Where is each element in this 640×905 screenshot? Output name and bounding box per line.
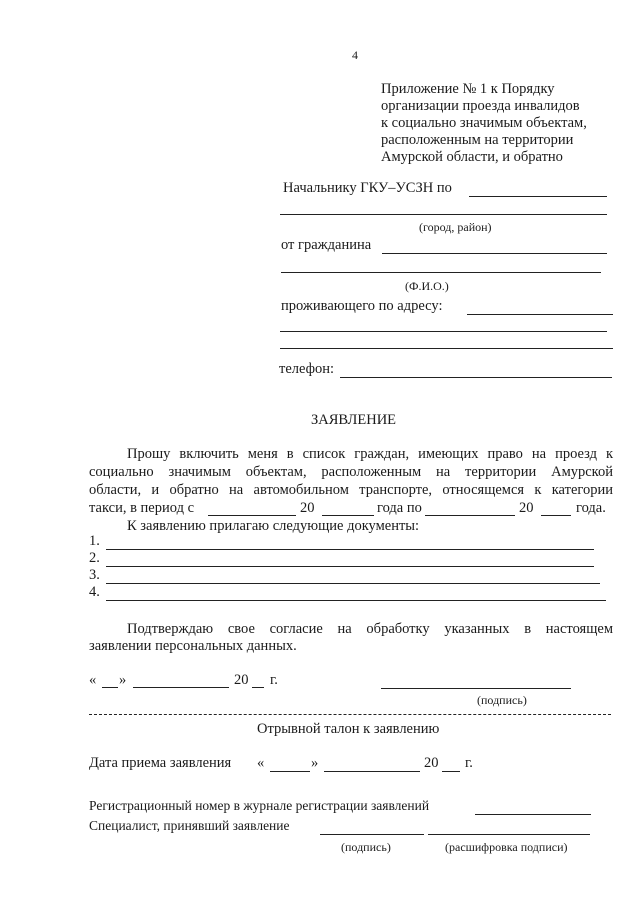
period-to-day-field[interactable] [425, 515, 515, 516]
date-year-field[interactable] [252, 687, 264, 688]
receipt-year-suffix: г. [465, 755, 473, 771]
period-from-day-field[interactable] [208, 515, 296, 516]
to-head-label: Начальнику ГКУ–УСЗН по [283, 180, 452, 196]
appendix-line-1: Приложение № 1 к Порядку [381, 81, 555, 97]
head-field[interactable] [469, 196, 607, 197]
address-field-2[interactable] [280, 331, 607, 332]
doc-field-2[interactable] [106, 566, 594, 567]
registration-number-field[interactable] [475, 814, 591, 815]
specialist-decoding-hint: (расшифровка подписи) [445, 840, 568, 854]
date-day-field[interactable] [102, 687, 118, 688]
doc-number-3: 3. [89, 567, 100, 583]
date-month-field[interactable] [133, 687, 229, 688]
receipt-close-quote: » [311, 755, 319, 771]
body-line-2: социально значимым объектам, расположенным на территории Амурской [89, 464, 613, 480]
specialist-signature-field[interactable] [320, 834, 424, 835]
date-year-prefix: 20 [234, 672, 249, 688]
period-to-year-field[interactable] [541, 515, 571, 516]
receipt-date-label: Дата приема заявления [89, 755, 232, 771]
from-citizen-label: от гражданина [281, 237, 372, 253]
receipt-day-field[interactable] [270, 771, 310, 772]
body-line-3: области, и обратно на автомобильном транспорте, относящемся к категории [89, 482, 613, 498]
phone-label: телефон: [279, 361, 335, 377]
head-field-2[interactable] [280, 214, 607, 215]
documents-intro: К заявлению прилагаю следующие документы: [127, 518, 420, 534]
doc-number-4: 4. [89, 584, 100, 600]
citizen-name-field-2[interactable] [281, 272, 601, 273]
document-title: ЗАЯВЛЕНИЕ [311, 412, 397, 428]
period-to-year-prefix: 20 [519, 500, 534, 516]
specialist-signature-hint: (подпись) [341, 840, 391, 854]
period-from-year-field[interactable] [322, 515, 374, 516]
receipt-year-field[interactable] [442, 771, 460, 772]
appendix-line-2: организации проезда инвалидов [381, 98, 580, 114]
citizen-name-field[interactable] [382, 253, 607, 254]
receipt-month-field[interactable] [324, 771, 420, 772]
appendix-line-3: к социально значимым объектам, [381, 115, 587, 131]
receipt-year-prefix: 20 [424, 755, 439, 771]
receipt-open-quote: « [257, 755, 265, 771]
phone-field[interactable] [340, 377, 612, 378]
appendix-line-5: Амурской области, и обратно [381, 149, 563, 165]
address-field-3[interactable] [280, 348, 613, 349]
year-suffix: года. [576, 500, 606, 516]
period-from-year-prefix: 20 [300, 500, 315, 516]
signature-hint: (подпись) [477, 693, 527, 707]
consent-line-1: Подтверждаю свое согласие на обработку указанных в настоящем [127, 621, 613, 637]
doc-number-1: 1. [89, 533, 100, 549]
address-label: проживающего по адресу: [281, 298, 443, 314]
specialist-label: Специалист, принявший заявление [89, 818, 290, 833]
receipt-title: Отрывной талон к заявлению [257, 721, 440, 737]
consent-line-2: заявлении персональных данных. [89, 638, 297, 654]
date-open-quote: « [89, 672, 97, 688]
page-number: 4 [352, 48, 358, 62]
date-year-suffix: г. [270, 672, 278, 688]
fio-hint: (Ф.И.О.) [405, 279, 449, 293]
doc-field-1[interactable] [106, 549, 594, 550]
doc-field-4[interactable] [106, 600, 606, 601]
period-label: такси, в период с [89, 500, 195, 516]
appendix-line-4: расположенным на территории [381, 132, 574, 148]
city-district-hint: (город, район) [419, 220, 492, 234]
registration-label: Регистрационный номер в журнале регистрации заявлений [89, 798, 430, 813]
period-to-label: года по [377, 500, 422, 516]
doc-number-2: 2. [89, 550, 100, 566]
date-close-quote: » [119, 672, 127, 688]
specialist-name-field[interactable] [428, 834, 590, 835]
doc-field-3[interactable] [106, 583, 600, 584]
signature-field[interactable] [381, 688, 571, 689]
body-line-1: Прошу включить меня в список граждан, имеющих право на проезд к [127, 446, 613, 462]
address-field[interactable] [467, 314, 613, 315]
tear-off-line [89, 714, 611, 715]
